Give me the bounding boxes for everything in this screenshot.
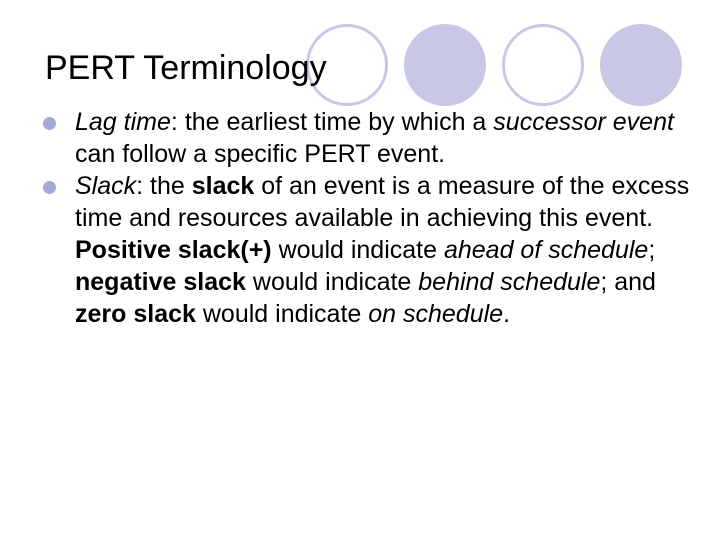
bullet-text: ; and bbox=[600, 268, 656, 296]
bullet-text: . bbox=[503, 300, 511, 328]
term-lag: Lag bbox=[75, 108, 117, 136]
decorative-circle-filled bbox=[404, 24, 486, 106]
term-colon: : bbox=[136, 172, 151, 200]
bullet-dot-icon bbox=[43, 181, 56, 194]
term-slack: Slack bbox=[75, 172, 137, 200]
bullet-text: of an event is a measure of the excess time and resources available in achieving this event. bbox=[75, 172, 690, 232]
decorative-circle-outline bbox=[502, 24, 584, 106]
emphasis-ahead-of-schedule: ahead of schedule bbox=[443, 236, 649, 264]
bullet-text: the bbox=[150, 172, 192, 200]
term-colon: : bbox=[170, 108, 185, 136]
bullet-dot-icon bbox=[43, 117, 56, 130]
strong-negative-slack: negative slack bbox=[75, 268, 246, 296]
bullet-text: would indicate bbox=[195, 300, 369, 328]
strong-positive-slack: Positive slack(+) bbox=[75, 236, 272, 264]
bullet-text: ; bbox=[648, 236, 656, 264]
emphasis-successor-event: successor event bbox=[493, 108, 674, 136]
emphasis-behind-schedule: behind schedule bbox=[418, 268, 601, 296]
bullet-item-lag-time bbox=[30, 106, 695, 170]
term-lag-rest: time bbox=[116, 108, 171, 136]
bullet-text: would indicate bbox=[245, 268, 419, 296]
bullet-text: would indicate bbox=[271, 236, 444, 264]
strong-zero-slack: zero slack bbox=[75, 300, 196, 328]
decorative-circle-filled bbox=[600, 24, 682, 106]
bullet-text: can follow a specific PERT event. bbox=[75, 140, 446, 168]
slide-title: PERT Terminology bbox=[45, 49, 327, 87]
bullet-list bbox=[30, 106, 695, 330]
bullet-item-slack bbox=[30, 170, 695, 330]
emphasis-on-schedule: on schedule bbox=[368, 300, 504, 328]
bullet-text: the earliest time by which a bbox=[184, 108, 494, 136]
strong-slack: slack bbox=[191, 172, 255, 200]
